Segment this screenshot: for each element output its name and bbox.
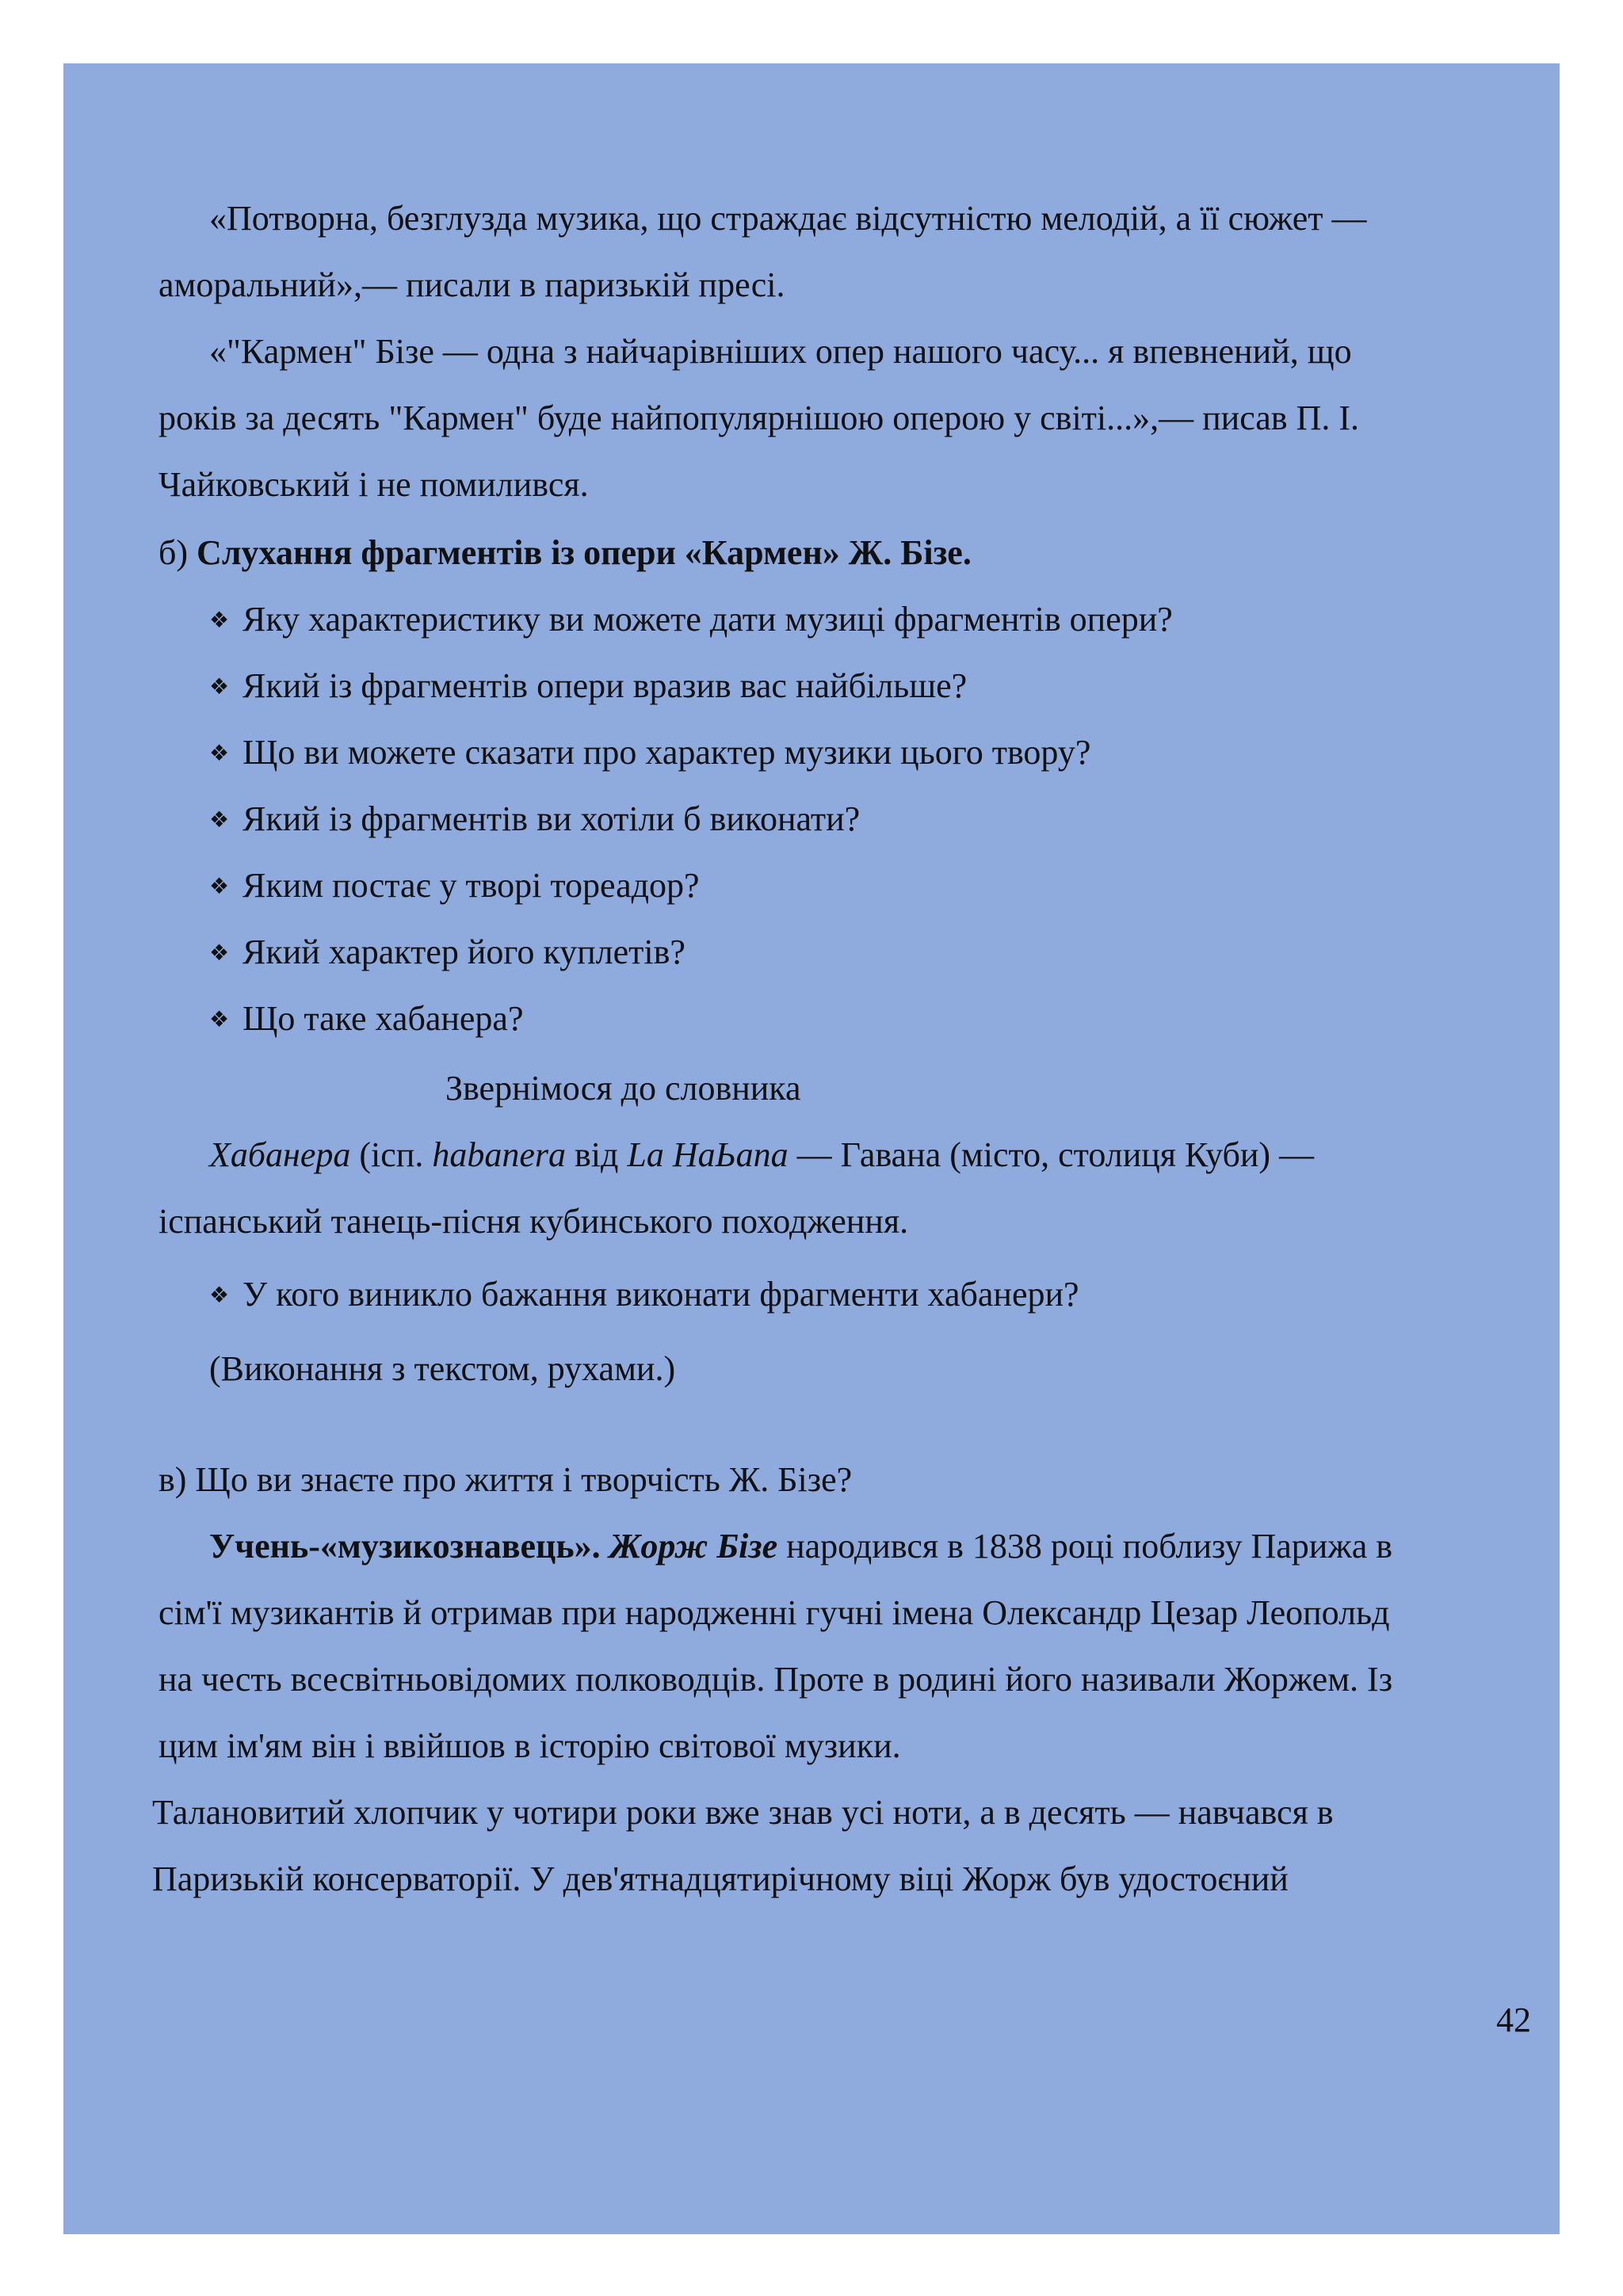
- student-line3: на честь всесвітньовідомих полководців. Проте в родині його називали Жоржем. Із: [158, 1660, 1393, 1699]
- list-item: Який із фрагментів опери вразив вас найбільше?: [242, 666, 968, 705]
- performance-note: (Виконання з текстом, рухами.): [209, 1349, 676, 1388]
- student-label: Учень-«музикознавець».: [209, 1527, 601, 1566]
- quote2-line1: «"Кармен" Бізе — одна з найчарівніших опер нашого часу... я впевнений, що: [209, 332, 1352, 371]
- dictionary-definition-line2: іспанський танець-пісня кубинського походження.: [158, 1202, 909, 1241]
- quote1-line1: «Потворна, безглузда музика, що страждає відсутністю мелодій, а її сюжет —: [209, 199, 1367, 238]
- habanera-question: У кого виникло бажання виконати фрагменти хабанери?: [242, 1275, 1079, 1314]
- list-item: Який із фрагментів ви хотіли б виконати?: [242, 799, 861, 838]
- list-item: Що таке хабанера?: [242, 999, 524, 1038]
- dictionary-text: від: [565, 1135, 628, 1174]
- dictionary-foreign-word: habanera: [432, 1135, 566, 1174]
- quote1-line2: аморальний»,— писали в паризькій пресі.: [158, 265, 785, 304]
- quote2-line2: років за десять "Кармен" буде найпопулярнішою оперою у світі...»,— писав П. І.: [158, 399, 1360, 437]
- dictionary-heading: Звернімося до словника: [445, 1069, 801, 1108]
- dictionary-term: Хабанера: [209, 1135, 351, 1174]
- composer-name: Жорж Бізе: [609, 1527, 778, 1566]
- dictionary-text: — Гавана (місто, столиця Куби) —: [788, 1135, 1315, 1174]
- dictionary-text: (ісп.: [350, 1135, 433, 1174]
- dictionary-origin: La HaЬana: [627, 1135, 789, 1174]
- section-v-question: в) Що ви знаєте про життя і творчість Ж. Бізе?: [158, 1460, 853, 1499]
- section-b-heading: [158, 531, 972, 575]
- student-line2: сім'ї музикантів й отримав при народженні гучні імена Олександр Цезар Леопольд: [158, 1593, 1390, 1632]
- bullet-icon: ❖: [209, 675, 230, 700]
- student-line4: цим ім'ям він і ввійшов в історію світової музики.: [158, 1726, 901, 1765]
- page-number: 42: [1496, 2000, 1531, 2039]
- bullet-icon: ❖: [209, 808, 230, 833]
- bullet-icon: ❖: [209, 1283, 230, 1308]
- list-item: Який характер його куплетів?: [242, 933, 685, 971]
- section-b-title: Слухання фрагментів із опери «Кармен» Ж. Бізе.: [197, 533, 972, 572]
- list-item: Яким постає у творі тореадор?: [242, 866, 700, 905]
- bullet-icon: ❖: [209, 1008, 230, 1032]
- dictionary-definition-line1: [209, 1133, 1314, 1177]
- list-item: Що ви можете сказати про характер музики цього твору?: [242, 733, 1091, 772]
- student-line1: [209, 1524, 1392, 1569]
- page-background: [63, 63, 1560, 2234]
- student-text: народився в 1838 році поблизу Парижа в: [777, 1527, 1393, 1566]
- bullet-icon: ❖: [209, 875, 230, 899]
- student-line6: Паризькій консерваторії. У дев'ятнадцятирічному віці Жорж був удостоєний: [152, 1859, 1289, 1898]
- bullet-icon: ❖: [209, 941, 230, 966]
- quote2-line3: Чайковський і не помилився.: [158, 465, 589, 504]
- list-item: Яку характеристику ви можете дати музиці фрагментів опери?: [242, 600, 1173, 639]
- bullet-icon: ❖: [209, 742, 230, 766]
- section-b-prefix: б): [158, 533, 189, 572]
- bullet-icon: ❖: [209, 608, 230, 633]
- student-line5: Талановитий хлопчик у чотири роки вже знав усі ноти, а в десять — навчався в: [152, 1793, 1334, 1832]
